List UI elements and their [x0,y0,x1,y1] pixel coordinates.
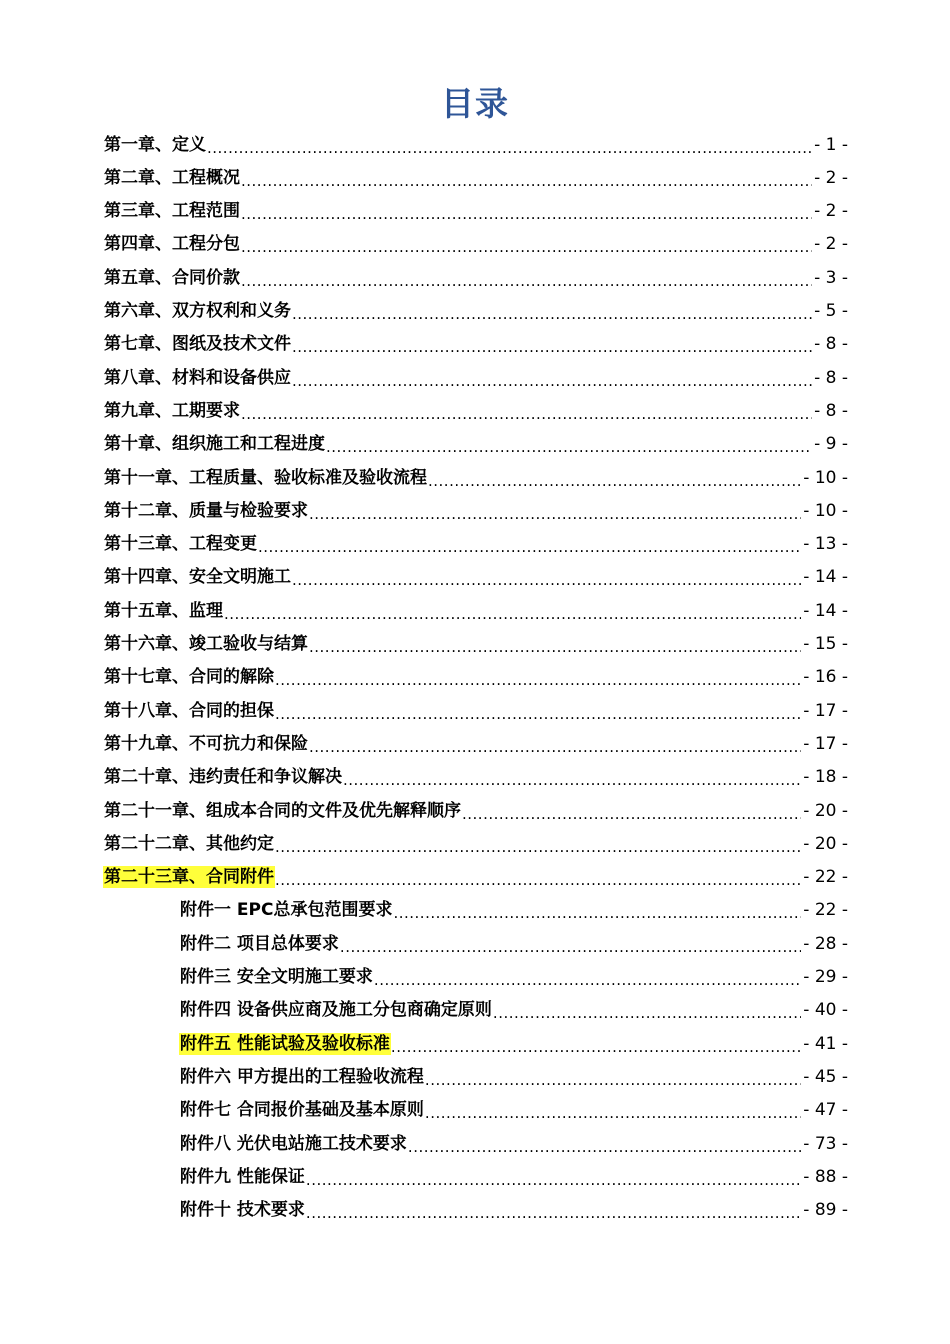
toc-page-number: - 14 - [803,600,848,621]
toc-entry-label: 第四章、工程分包 [104,234,240,255]
toc-page-number: - 15 - [803,634,848,654]
toc-page-number: - 88 - [803,1166,848,1187]
toc-subentry[interactable] [179,1060,848,1093]
toc-page-number: - 16 - [803,667,848,688]
toc-page-number: - 22 - [803,900,848,921]
toc-page-number: - 3 - [814,267,848,288]
toc-page-number: - 29 - [803,967,848,987]
toc-entry[interactable] [103,328,848,361]
toc-entry-label: 第三章、工程范围 [104,201,240,222]
toc-dot-leader [275,669,801,691]
toc-page-number: - 8 - [814,400,848,421]
toc-entry[interactable] [103,628,848,661]
toc-entry[interactable] [103,694,848,727]
toc-entry-label: 第十八章、合同的担保 [104,700,274,721]
toc-page-number: - 2 - [814,234,848,255]
toc-dot-leader [428,470,801,492]
toc-dot-leader [292,569,801,591]
toc-subentry[interactable] [179,927,848,960]
toc-subentry[interactable] [179,1160,848,1193]
toc-subentry[interactable] [179,961,848,994]
toc-entry-label: 第十五章、监理 [104,600,223,621]
toc-dot-leader [493,1002,801,1024]
toc-entry[interactable] [103,661,848,694]
toc-entry[interactable] [103,195,848,228]
toc-dot-leader [207,137,812,159]
toc-entry[interactable] [103,594,848,627]
toc-subentry[interactable] [179,1027,848,1060]
toc-page-number: - 89 - [803,1200,848,1221]
toc-page-number: - 20 - [803,833,848,854]
toc-page-number: - 22 - [803,867,848,888]
toc-page-number: - 45 - [803,1066,848,1087]
toc-entry-label: 第十章、组织施工和工程进度 [104,434,325,455]
toc-page-number: - 73 - [803,1133,848,1154]
toc-entry[interactable] [103,528,848,561]
toc-entry[interactable] [103,494,848,527]
toc-entry[interactable] [103,394,848,427]
toc-subentry[interactable] [179,894,848,927]
toc-dot-leader [224,603,801,625]
toc-entry-label: 附件三 安全文明施工要求 [180,967,373,987]
toc-subentry[interactable] [179,1094,848,1127]
toc-entry[interactable] [103,161,848,194]
toc-entry-label: 第二十二章、其他约定 [104,833,274,854]
toc-dot-leader [258,536,801,558]
toc-dot-leader [309,503,801,525]
toc-dot-leader [241,270,812,292]
toc-page-number: - 41 - [803,1033,848,1054]
toc-page-number: - 28 - [803,933,848,954]
toc-page-number: - 17 - [803,700,848,721]
toc-dot-leader [309,736,801,758]
toc-dot-leader [374,969,801,991]
toc-entry-label: 第九章、工期要求 [104,400,240,421]
toc-dot-leader [340,936,801,958]
toc-page-number: - 9 - [814,434,848,455]
toc-page-number: - 8 - [814,334,848,355]
toc-entry[interactable] [103,228,848,261]
toc-entry-label: 第十四章、安全文明施工 [104,567,291,588]
toc-dot-leader [241,403,812,425]
toc-entry-label: 第十六章、竣工验收与结算 [104,634,308,654]
toc-entry[interactable] [103,727,848,760]
toc-entry-label: 附件十 技术要求 [180,1200,305,1221]
toc-entry-label: 第二十一章、组成本合同的文件及优先解释顺序 [104,800,461,821]
toc-entry-label: 第十七章、合同的解除 [104,667,274,688]
toc-entry[interactable] [103,827,848,860]
toc-entry-label: 附件一 EPC总承包范围要求 [180,900,393,921]
toc-page-number: - 2 - [814,167,848,188]
toc-dot-leader [391,1036,801,1058]
toc-dot-leader [275,869,801,891]
toc-page-number: - 13 - [803,534,848,555]
toc-entry[interactable] [103,295,848,328]
toc-dot-leader [425,1102,801,1124]
toc-entry-label: 第七章、图纸及技术文件 [104,334,291,355]
toc-entry[interactable] [103,761,848,794]
toc-entry-label: 附件六 甲方提出的工程验收流程 [180,1066,424,1087]
toc-entry-label: 第二十三章、合同附件 [104,867,274,888]
toc-entry-label: 第八章、材料和设备供应 [104,367,291,388]
toc-entry-label: 第十一章、工程质量、验收标准及验收流程 [104,467,427,488]
toc-dot-leader [292,336,812,358]
toc-entry-label: 第十九章、不可抗力和保险 [104,733,308,754]
toc-subentry[interactable] [179,994,848,1027]
toc-entry[interactable] [103,361,848,394]
toc-page-number: - 10 - [803,467,848,488]
toc-entry[interactable] [103,461,848,494]
toc-dot-leader [309,636,801,658]
toc-page-number: - 47 - [803,1100,848,1121]
toc-page-number: - 18 - [803,767,848,788]
toc-page-number: - 2 - [814,201,848,222]
toc-page-number: - 40 - [803,1000,848,1021]
toc-entry-label: 第二章、工程概况 [104,167,240,188]
toc-entry[interactable] [103,261,848,294]
toc-subentry[interactable] [179,1194,848,1227]
toc-dot-leader [326,436,812,458]
page-title: 目录 [441,84,509,123]
toc-entry-label: 附件八 光伏电站施工技术要求 [180,1133,407,1154]
toc-dot-leader [241,203,812,225]
toc-page-number: - 1 - [814,134,848,155]
toc-dot-leader [408,1136,801,1158]
toc-entry-label: 附件九 性能保证 [180,1166,305,1187]
toc-entry-label: 第一章、定义 [104,134,206,155]
toc-dot-leader [343,769,801,791]
toc-dot-leader [306,1202,801,1224]
toc-dot-leader [292,370,812,392]
toc-entry-label: 第十三章、工程变更 [104,534,257,555]
toc-entry-label: 附件四 设备供应商及施工分包商确定原则 [180,1000,492,1021]
toc-entry-label: 第十二章、质量与检验要求 [104,500,308,521]
toc-page-number: - 10 - [803,500,848,521]
toc-dot-leader [393,902,801,924]
toc-dot-leader [241,170,812,192]
toc-entry-label: 第五章、合同价款 [104,267,240,288]
toc-entry[interactable] [103,861,848,894]
toc-entry-label: 第二十章、违约责任和争议解决 [104,767,342,788]
toc-dot-leader [275,703,801,725]
toc-entry[interactable] [103,561,848,594]
toc-entry-label: 附件五 性能试验及验收标准 [180,1033,390,1054]
toc-entry[interactable] [103,128,848,161]
toc-dot-leader [425,1069,801,1091]
toc-page-number: - 20 - [803,800,848,821]
toc-page-number: - 5 - [814,301,848,321]
toc-entry-label: 第六章、双方权利和义务 [104,301,291,321]
toc-subentry[interactable] [179,1127,848,1160]
toc-dot-leader [241,236,812,258]
toc-dot-leader [462,803,801,825]
toc-page-number: - 17 - [803,733,848,754]
toc-page-number: - 14 - [803,567,848,588]
toc-page-number: - 8 - [814,367,848,388]
toc-entry-label: 附件二 项目总体要求 [180,933,339,954]
toc-entry-label: 附件七 合同报价基础及基本原则 [180,1100,424,1121]
toc-entry[interactable] [103,794,848,827]
toc-dot-leader [275,836,801,858]
toc-dot-leader [306,1169,801,1191]
toc-dot-leader [292,303,812,325]
toc-entry[interactable] [103,428,848,461]
